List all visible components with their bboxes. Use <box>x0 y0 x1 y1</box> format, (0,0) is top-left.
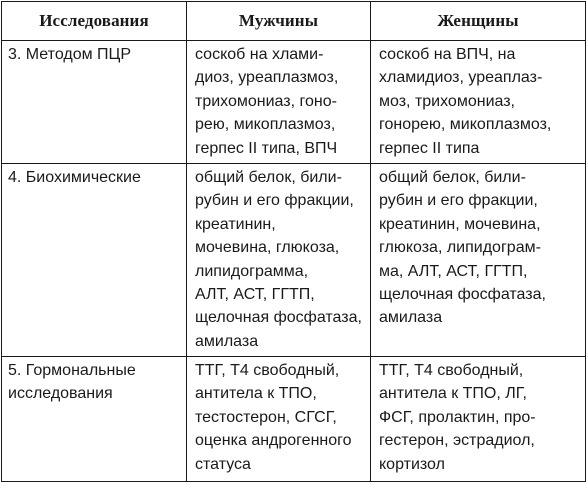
study-line: исследования <box>8 385 113 403</box>
analysis-table <box>1 1 586 482</box>
women-line: хламидиоз, уреаплаз- <box>379 69 543 87</box>
women-line: щелочная фосфатаза, <box>379 286 546 304</box>
cell-study-biochemical <box>2 164 187 357</box>
women-line: глюкоза, липидограм- <box>379 239 541 257</box>
table-row-biochemical <box>2 164 586 357</box>
women-line: рубин и его фракции, <box>379 192 538 210</box>
women-line: креатинин, мочевина, <box>379 215 541 233</box>
women-line: ТТГ, Т4 свободный, <box>379 362 524 379</box>
cell-study-pcr <box>2 41 187 164</box>
men-line: мочевина, глюкоза, <box>195 239 340 257</box>
women-line: герпес II типа <box>379 139 480 157</box>
women-line: гонорею, микоплазмоз, <box>379 116 552 134</box>
men-line: ТТГ, Т4 свободный, <box>195 362 340 379</box>
women-line: амилаза <box>379 309 443 327</box>
cell-women-biochemical <box>371 164 586 357</box>
men-line: антитела к ТПО, <box>195 385 317 403</box>
cell-men-hormonal <box>187 357 371 482</box>
table-row-hormonal <box>2 357 586 482</box>
cell-men-biochemical <box>187 164 371 357</box>
men-line: амилаза <box>195 332 259 350</box>
men-line: рубин и его фракции, <box>195 192 354 210</box>
men-line: рею, микоплазмоз, <box>195 116 336 134</box>
men-line: общий белок, били- <box>195 169 342 186</box>
men-line: оценка андрогенного <box>195 432 352 450</box>
women-line: моз, трихомониаз, <box>379 92 515 110</box>
table-row-pcr <box>2 41 586 164</box>
men-line: трихомониаз, гоно- <box>195 92 337 110</box>
cell-women-hormonal <box>371 357 586 482</box>
men-line: диоз, уреаплазмоз, <box>195 69 339 87</box>
men-line: АЛТ, АСТ, ГГТП, <box>195 286 315 304</box>
men-line: статуса <box>195 455 251 473</box>
header-women: Женщины <box>371 2 586 41</box>
cell-men-pcr <box>187 41 371 164</box>
women-line: ма, АЛТ, АСТ, ГГТП, <box>379 262 528 280</box>
study-line: 5. Гормональные <box>8 362 136 379</box>
women-line: кортизол <box>379 455 445 473</box>
women-line: соскоб на ВПЧ, на <box>379 46 516 63</box>
study-line: 3. Методом ПЦР <box>8 46 132 63</box>
cell-women-pcr <box>371 41 586 164</box>
table-header-row <box>2 2 586 41</box>
women-line: гестерон, эстрадиол, <box>379 432 535 450</box>
cell-study-hormonal <box>2 357 187 482</box>
men-line: соскоб на хлами- <box>195 46 324 63</box>
women-line: антитела к ТПО, ЛГ, <box>379 385 527 403</box>
women-line: общий белок, били- <box>379 169 526 186</box>
men-line: тестостерон, СГСГ, <box>195 408 337 426</box>
men-line: липидограмма, <box>195 262 309 280</box>
header-studies: Исследования <box>2 2 187 41</box>
header-men: Мужчины <box>187 2 371 41</box>
study-line: 4. Биохимические <box>8 169 141 186</box>
women-line: ФСГ, пролактин, про- <box>379 408 536 426</box>
men-line: герпес II типа, ВПЧ <box>195 139 338 157</box>
men-line: щелочная фосфатаза, <box>195 309 362 327</box>
men-line: креатинин, <box>195 215 276 233</box>
